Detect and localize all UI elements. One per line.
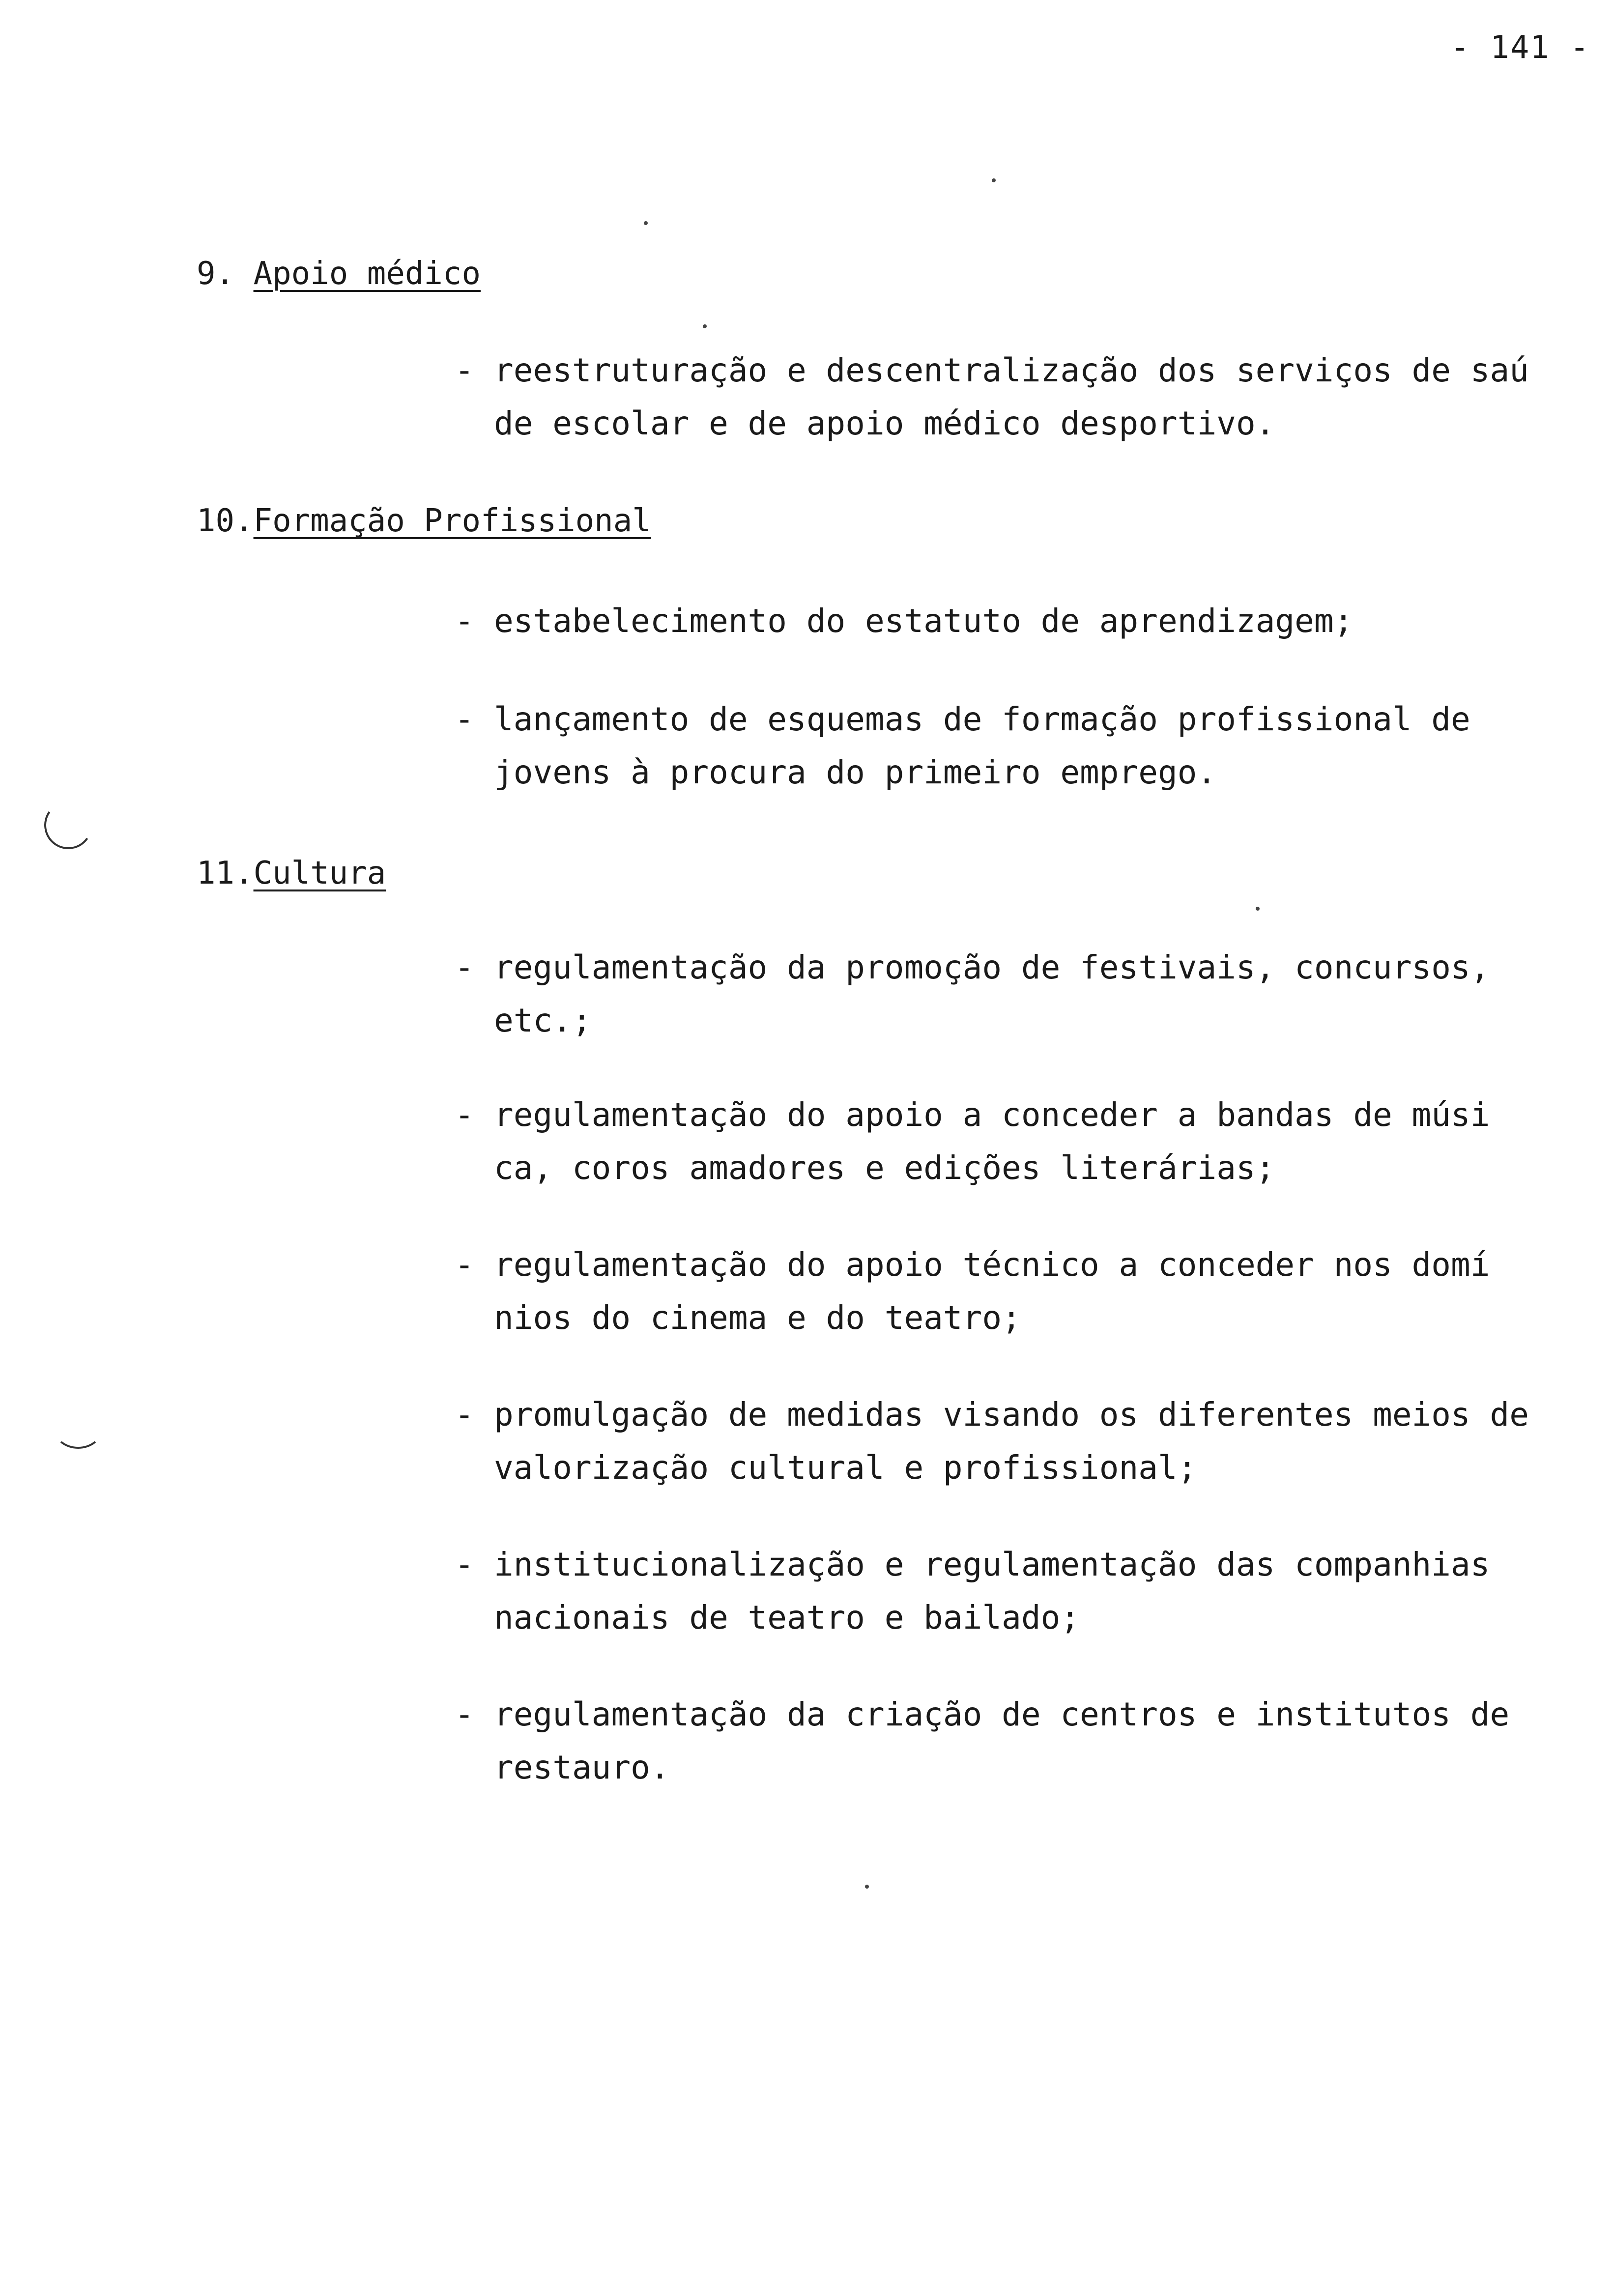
bullet-dash: -	[455, 602, 474, 640]
page-number: - 141 -	[1450, 29, 1590, 66]
section-title: Formação Profissional	[253, 503, 651, 539]
bullet-dash: -	[455, 1546, 474, 1583]
list-item-text: institucionalização e regulamentação das companhias nacionais de teatro e bailado;	[494, 1546, 1490, 1636]
list-item	[455, 1538, 1555, 1644]
section-title: Cultura	[253, 855, 386, 891]
list-item-text: reestruturação e descentralização dos serviços de saú de escolar e de apoio médico desportivo.	[494, 351, 1529, 442]
list-item-text: regulamentação da promoção de festivais, concursos, etc.;	[494, 948, 1490, 1039]
list-item	[455, 344, 1555, 450]
list-item	[455, 595, 1555, 648]
bullet-dash: -	[455, 948, 474, 986]
section-heading-9	[197, 256, 481, 292]
list-item-text: regulamentação do apoio técnico a conceder nos domí nios do cinema e do teatro;	[494, 1246, 1490, 1337]
speck	[865, 1885, 869, 1889]
list-item-text: regulamentação do apoio a conceder a bandas de músi ca, coros amadores e edições literárias;	[494, 1096, 1490, 1187]
section-number: 9.	[197, 256, 235, 292]
section-number: 11.	[197, 855, 254, 891]
section-heading-10	[197, 505, 651, 537]
section-heading-11	[197, 855, 386, 891]
bullet-dash: -	[455, 1246, 474, 1284]
speck	[992, 178, 996, 182]
list-item	[455, 693, 1555, 799]
list-item-text: promulgação de medidas visando os diferentes meios de valorização cultural e profissional;	[494, 1396, 1529, 1487]
list-item	[455, 1388, 1555, 1494]
list-item	[455, 1089, 1555, 1195]
bullet-dash: -	[455, 700, 474, 738]
section-number: 10.	[197, 503, 254, 539]
speck	[644, 221, 648, 225]
speck	[703, 324, 707, 328]
section-title: Apoio médico	[253, 256, 481, 292]
list-item-text: estabelecimento do estatuto de aprendizagem;	[494, 602, 1353, 640]
speck	[1256, 907, 1260, 911]
binder-mark	[54, 1410, 102, 1449]
bullet-dash: -	[455, 351, 474, 389]
list-item-text: lançamento de esquemas de formação profissional de jovens à procura do primeiro emprego.	[494, 700, 1470, 791]
bullet-dash: -	[455, 1096, 474, 1134]
list-item-text: regulamentação da criação de centros e institutos de restauro.	[494, 1695, 1510, 1786]
bullet-dash: -	[455, 1695, 474, 1733]
bullet-dash: -	[455, 1396, 474, 1434]
list-item	[455, 941, 1555, 1047]
binder-mark	[40, 797, 96, 853]
list-item	[455, 1688, 1555, 1794]
list-item	[455, 1238, 1555, 1345]
